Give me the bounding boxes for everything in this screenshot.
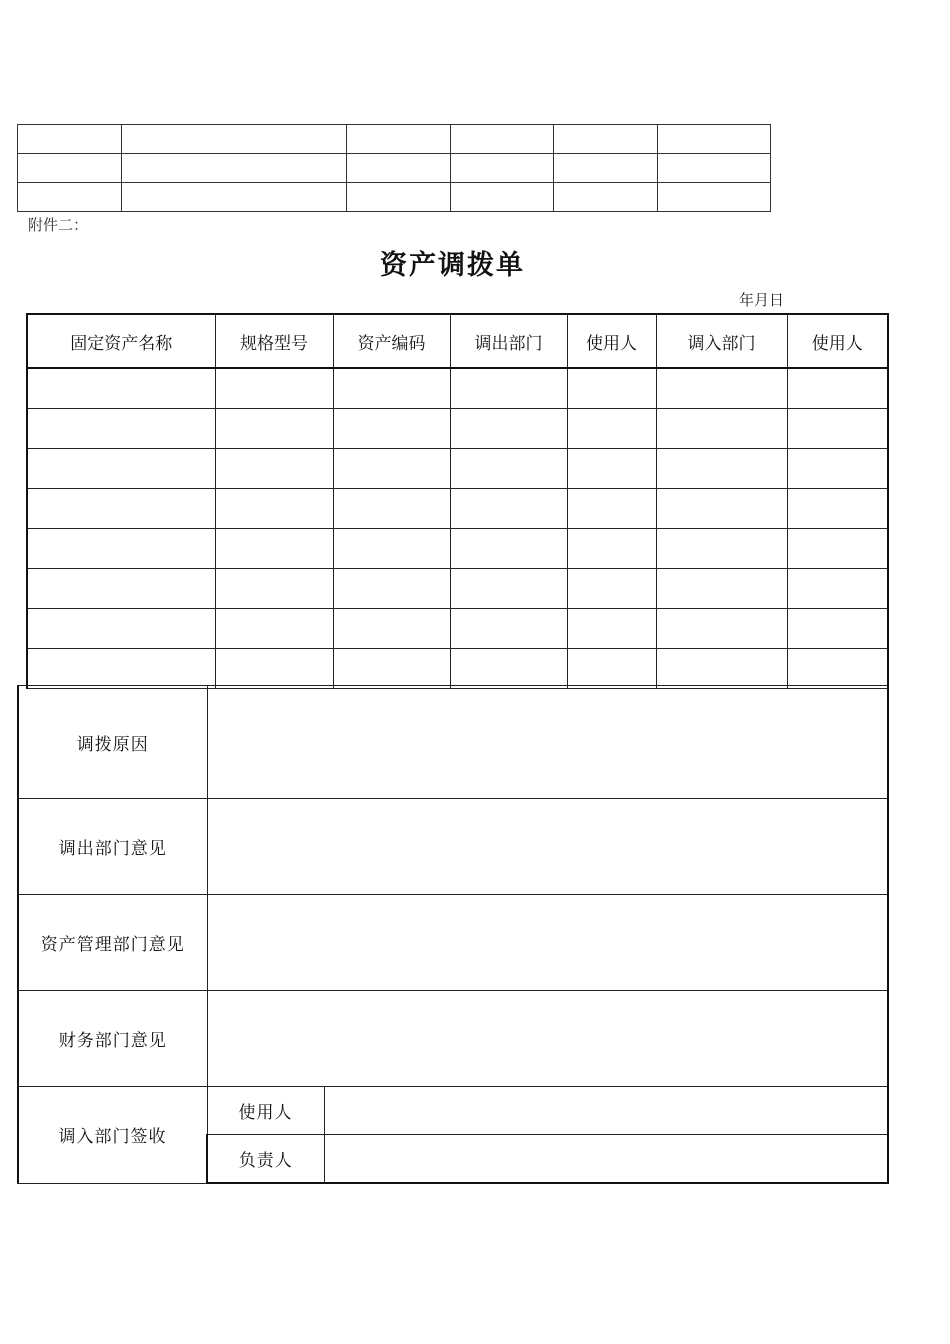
table-cell[interactable] bbox=[122, 154, 347, 183]
receipt-responsible-label: 负责人 bbox=[207, 1135, 324, 1184]
header-asset-code: 资产编码 bbox=[333, 314, 450, 368]
table-cell[interactable] bbox=[567, 489, 656, 529]
table-row bbox=[27, 649, 888, 689]
date-label: 年月日 bbox=[739, 291, 785, 309]
table-cell[interactable] bbox=[656, 409, 787, 449]
table-cell[interactable] bbox=[450, 649, 567, 689]
table-row bbox=[27, 489, 888, 529]
table-cell[interactable] bbox=[333, 368, 450, 409]
finance-dept-opinion-field[interactable] bbox=[207, 991, 888, 1087]
table-row bbox=[18, 895, 888, 991]
out-dept-opinion-field[interactable] bbox=[207, 799, 888, 895]
table-cell[interactable] bbox=[347, 125, 451, 154]
table-cell[interactable] bbox=[27, 569, 215, 609]
table-cell[interactable] bbox=[787, 609, 888, 649]
table-cell[interactable] bbox=[333, 449, 450, 489]
table-cell[interactable] bbox=[215, 609, 333, 649]
table-cell[interactable] bbox=[787, 649, 888, 689]
table-cell[interactable] bbox=[27, 449, 215, 489]
table-cell[interactable] bbox=[333, 489, 450, 529]
table-cell[interactable] bbox=[567, 529, 656, 569]
table-cell[interactable] bbox=[27, 529, 215, 569]
table-cell[interactable] bbox=[215, 368, 333, 409]
asset-dept-opinion-label: 资产管理部门意见 bbox=[18, 895, 207, 991]
table-cell[interactable] bbox=[658, 183, 771, 212]
table-row bbox=[18, 991, 888, 1087]
table-cell[interactable] bbox=[122, 125, 347, 154]
approval-table bbox=[17, 685, 889, 1184]
table-row bbox=[27, 449, 888, 489]
table-cell[interactable] bbox=[567, 368, 656, 409]
table-cell[interactable] bbox=[450, 489, 567, 529]
table-cell[interactable] bbox=[215, 409, 333, 449]
table-cell[interactable] bbox=[333, 569, 450, 609]
table-cell[interactable] bbox=[18, 125, 122, 154]
table-cell[interactable] bbox=[450, 609, 567, 649]
table-row bbox=[27, 569, 888, 609]
asset-dept-opinion-field[interactable] bbox=[207, 895, 888, 991]
table-cell[interactable] bbox=[27, 609, 215, 649]
table-cell[interactable] bbox=[656, 569, 787, 609]
table-cell[interactable] bbox=[18, 154, 122, 183]
header-in-user: 使用人 bbox=[787, 314, 888, 368]
table-row bbox=[18, 183, 771, 212]
table-cell[interactable] bbox=[787, 449, 888, 489]
receipt-user-field[interactable] bbox=[324, 1087, 888, 1135]
table-cell[interactable] bbox=[27, 489, 215, 529]
table-cell[interactable] bbox=[656, 609, 787, 649]
table-cell[interactable] bbox=[658, 125, 771, 154]
finance-dept-opinion-label: 财务部门意见 bbox=[18, 991, 207, 1087]
top-blank-table bbox=[17, 124, 771, 212]
table-cell[interactable] bbox=[333, 649, 450, 689]
table-cell[interactable] bbox=[787, 409, 888, 449]
table-cell[interactable] bbox=[450, 449, 567, 489]
header-out-user: 使用人 bbox=[567, 314, 656, 368]
header-out-dept: 调出部门 bbox=[450, 314, 567, 368]
out-dept-opinion-label: 调出部门意见 bbox=[18, 799, 207, 895]
table-cell[interactable] bbox=[333, 529, 450, 569]
table-row bbox=[18, 154, 771, 183]
table-cell[interactable] bbox=[450, 368, 567, 409]
table-cell[interactable] bbox=[567, 649, 656, 689]
table-row bbox=[27, 529, 888, 569]
receipt-user-label: 使用人 bbox=[207, 1087, 324, 1135]
table-row bbox=[27, 609, 888, 649]
table-cell[interactable] bbox=[27, 409, 215, 449]
table-cell[interactable] bbox=[554, 154, 658, 183]
table-cell[interactable] bbox=[333, 609, 450, 649]
table-cell[interactable] bbox=[787, 569, 888, 609]
table-cell[interactable] bbox=[787, 368, 888, 409]
table-cell[interactable] bbox=[787, 489, 888, 529]
asset-transfer-table bbox=[26, 313, 889, 689]
table-cell[interactable] bbox=[215, 529, 333, 569]
table-row bbox=[18, 799, 888, 895]
table-cell[interactable] bbox=[215, 449, 333, 489]
table-cell[interactable] bbox=[451, 125, 554, 154]
table-cell[interactable] bbox=[567, 609, 656, 649]
table-cell[interactable] bbox=[215, 489, 333, 529]
table-cell[interactable] bbox=[451, 183, 554, 212]
table-cell[interactable] bbox=[122, 183, 347, 212]
table-cell[interactable] bbox=[554, 125, 658, 154]
reason-label: 调拨原因 bbox=[18, 686, 207, 799]
table-cell[interactable] bbox=[347, 183, 451, 212]
header-in-dept: 调入部门 bbox=[656, 314, 787, 368]
reason-field[interactable] bbox=[207, 686, 888, 799]
table-cell[interactable] bbox=[347, 154, 451, 183]
table-header-row bbox=[27, 314, 888, 368]
table-cell[interactable] bbox=[656, 449, 787, 489]
table-cell[interactable] bbox=[451, 154, 554, 183]
page-title: 资产调拨单 bbox=[380, 250, 525, 281]
table-cell[interactable] bbox=[567, 409, 656, 449]
table-cell[interactable] bbox=[333, 409, 450, 449]
table-row bbox=[27, 368, 888, 409]
table-cell[interactable] bbox=[656, 489, 787, 529]
table-cell[interactable] bbox=[450, 569, 567, 609]
table-cell[interactable] bbox=[656, 529, 787, 569]
table-cell[interactable] bbox=[656, 649, 787, 689]
table-cell[interactable] bbox=[450, 529, 567, 569]
table-cell[interactable] bbox=[27, 368, 215, 409]
table-cell[interactable] bbox=[787, 529, 888, 569]
table-cell[interactable] bbox=[656, 368, 787, 409]
attachment-label: 附件二： bbox=[28, 216, 89, 234]
table-row bbox=[27, 409, 888, 449]
receipt-responsible-field[interactable] bbox=[324, 1135, 888, 1184]
header-spec-model: 规格型号 bbox=[215, 314, 333, 368]
header-asset-name: 固定资产名称 bbox=[27, 314, 215, 368]
table-cell[interactable] bbox=[18, 183, 122, 212]
table-cell[interactable] bbox=[554, 183, 658, 212]
table-cell[interactable] bbox=[567, 449, 656, 489]
table-cell[interactable] bbox=[215, 649, 333, 689]
in-dept-receipt-label: 调入部门签收 bbox=[18, 1087, 207, 1184]
table-cell[interactable] bbox=[27, 649, 215, 689]
table-row bbox=[18, 125, 771, 154]
table-cell[interactable] bbox=[567, 569, 656, 609]
table-cell[interactable] bbox=[658, 154, 771, 183]
table-row bbox=[18, 1087, 888, 1135]
table-cell[interactable] bbox=[450, 409, 567, 449]
table-cell[interactable] bbox=[215, 569, 333, 609]
table-row bbox=[18, 686, 888, 799]
